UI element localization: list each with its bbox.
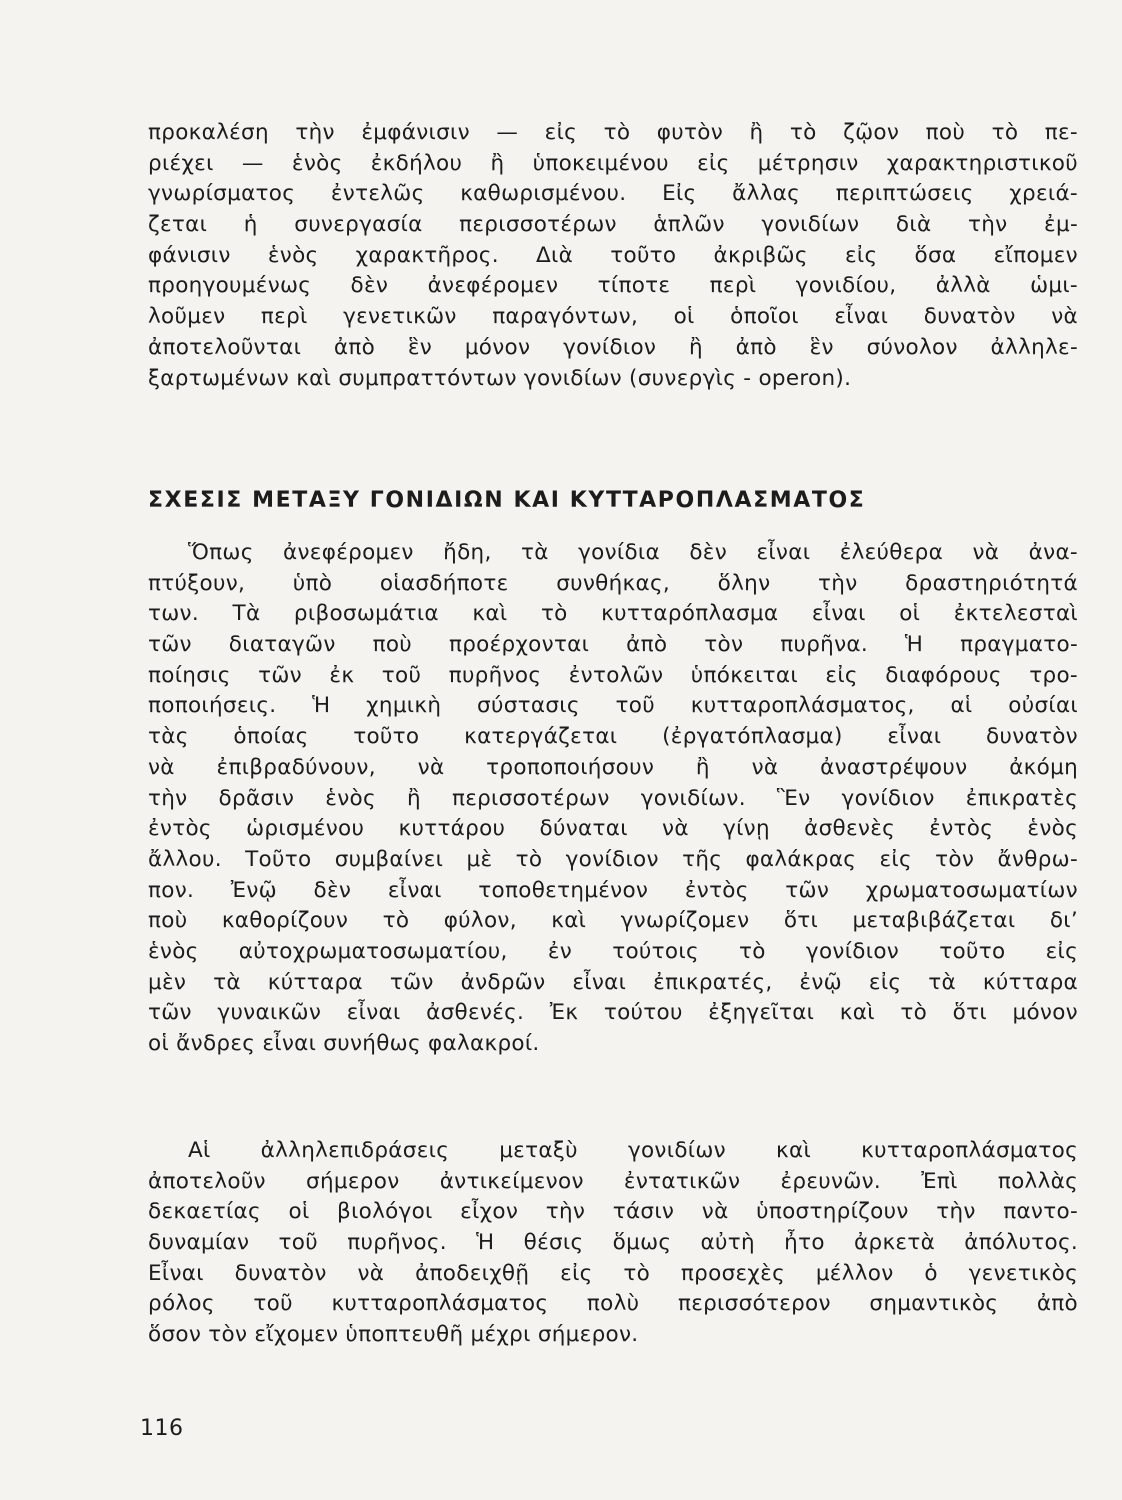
text-line: ποὺ καθορίζουν τὸ φύλον, καὶ γνωρίζομεν ὅτι μεταβιβάζεται δι’ xyxy=(148,908,1078,934)
text-line: Αἱ ἀλληλεπιδράσεις μεταξὺ γονιδίων καὶ κυτταροπλάσματος xyxy=(188,1138,1078,1163)
text-line: Εἶναι δυνατὸν νὰ ἀποδειχθῇ εἰς τὸ προσεχὲς μέλλον ὁ γενετικὸς xyxy=(148,1260,1078,1286)
text-line: προηγουμένως δὲν ἀνεφέρομεν τίποτε περὶ γονιδίου, ἀλλὰ ὡμι- xyxy=(148,273,1078,299)
text-line: τὰς ὁποίας τοῦτο κατεργάζεται (ἐργατόπλασμα) εἶναι δυνατὸν xyxy=(148,724,1078,750)
text-line: ποίησις τῶν ἐκ τοῦ πυρῆνος ἐντολῶν ὑπόκειται εἰς διαφόρους τρο- xyxy=(148,662,1078,688)
text-line: δυναμίαν τοῦ πυρῆνος. Ἡ θέσις ὅμως αὐτὴ ἦτο ἀρκετὰ ἀπόλυτος. xyxy=(148,1230,1078,1256)
text-line: νὰ ἐπιβραδύνουν, νὰ τροποποιήσουν ἢ νὰ ἀναστρέψουν ἀκόμη xyxy=(148,754,1078,780)
paragraph-3 xyxy=(148,1136,1078,1351)
text-line: τῶν διαταγῶν ποὺ προέρχονται ἀπὸ τὸν πυρῆνα. Ἡ πραγματο- xyxy=(148,632,1078,658)
text-line: ζεται ἡ συνεργασία περισσοτέρων ἁπλῶν γονιδίων διὰ τὴν ἐμ- xyxy=(148,212,1078,238)
text-line: ἐντὸς ὡρισμένου κυττάρου δύναται νὰ γίνῃ ἀσθενὲς ἐντὸς ἑνὸς xyxy=(148,816,1078,842)
paragraph-2 xyxy=(148,538,1078,1060)
text-line: λοῦμεν περὶ γενετικῶν παραγόντων, οἱ ὁποῖοι εἶναι δυνατὸν νὰ xyxy=(148,304,1078,330)
text-line: ὅσον τὸν εἴχομεν ὑποπτευθῆ μέχρι σήμερον. xyxy=(148,1322,639,1348)
text-line: ξαρτωμένων καὶ συμπραττόντων γονιδίων (συνεργὶς - operon). xyxy=(148,365,852,391)
paragraph-1 xyxy=(148,118,1078,394)
section-heading: ΣΧΕΣΙΣ ΜΕΤΑΞΥ ΓΟΝΙΔΙΩΝ ΚΑΙ ΚΥΤΤΑΡΟΠΛΑΣΜΑΤΟΣ xyxy=(148,488,866,513)
text-line: ρόλος τοῦ κυτταροπλάσματος πολὺ περισσότερον σημαντικὸς ἀπὸ xyxy=(148,1291,1078,1317)
text-line: πτύξουν, ὑπὸ οἱασδήποτε συνθήκας, ὅλην τὴν δραστηριότητά xyxy=(148,570,1078,596)
text-line: πον. Ἐνῷ δὲν εἶναι τοποθετημένον ἐντὸς τῶν χρωματοσωματίων xyxy=(148,877,1078,903)
text-line: οἱ ἄνδρες εἶναι συνήθως φαλακροί. xyxy=(148,1031,540,1056)
text-line: των. Τὰ ριβοσωμάτια καὶ τὸ κυτταρόπλασμα εἶναι οἱ ἐκτελεσταὶ xyxy=(148,601,1078,627)
text-line: ἑνὸς αὐτοχρωματοσωματίου, ἐν τούτοις τὸ γονίδιον τοῦτο εἰς xyxy=(148,938,1078,964)
text-line: ἄλλου. Τοῦτο συμβαίνει μὲ τὸ γονίδιον τῆς φαλάκρας εἰς τὸν ἄνθρω- xyxy=(148,846,1078,872)
text-line: γνωρίσματος ἐντελῶς καθωρισμένου. Εἰς ἄλλας περιπτώσεις χρειά- xyxy=(148,181,1078,207)
text-line: Ὅπως ἀνεφέρομεν ἤδη, τὰ γονίδια δὲν εἶναι ἐλεύθερα νὰ ἀνα- xyxy=(188,540,1078,565)
text-line: μὲν τὰ κύτταρα τῶν ἀνδρῶν εἶναι ἐπικρατές, ἐνῷ εἰς τὰ κύτταρα xyxy=(148,969,1078,995)
page-number: 116 xyxy=(140,1416,184,1441)
text-line: ριέχει — ἑνὸς ἐκδήλου ἢ ὑποκειμένου εἰς μέτρησιν χαρακτηριστικοῦ xyxy=(148,150,1078,176)
text-line: ἀποτελοῦνται ἀπὸ ἓν μόνον γονίδιον ἢ ἀπὸ ἓν σύνολον ἀλληλε- xyxy=(148,334,1078,360)
text-line: ποποιήσεις. Ἡ χημικὴ σύστασις τοῦ κυτταροπλάσματος, αἱ οὐσίαι xyxy=(148,693,1078,719)
text-line: τῶν γυναικῶν εἶναι ἀσθενές. Ἐκ τούτου ἐξηγεῖται καὶ τὸ ὅτι μόνον xyxy=(148,1000,1078,1026)
text-line: ἀποτελοῦν σήμερον ἀντικείμενον ἐντατικῶν ἐρευνῶν. Ἐπὶ πολλὰς xyxy=(148,1168,1078,1194)
text-line: δεκαετίας οἱ βιολόγοι εἶχον τὴν τάσιν νὰ ὑποστηρίζουν τὴν παντο- xyxy=(148,1199,1078,1225)
text-line: τὴν δρᾶσιν ἑνὸς ἢ περισσοτέρων γονιδίων. Ἓν γονίδιον ἐπικρατὲς xyxy=(148,785,1078,811)
text-line: φάνισιν ἑνὸς χαρακτῆρος. Διὰ τοῦτο ἀκριβῶς εἰς ὅσα εἴπομεν xyxy=(148,242,1078,268)
text-line: προκαλέση τὴν ἐμφάνισιν — εἰς τὸ φυτὸν ἢ τὸ ζῷον ποὺ τὸ πε- xyxy=(148,120,1078,145)
